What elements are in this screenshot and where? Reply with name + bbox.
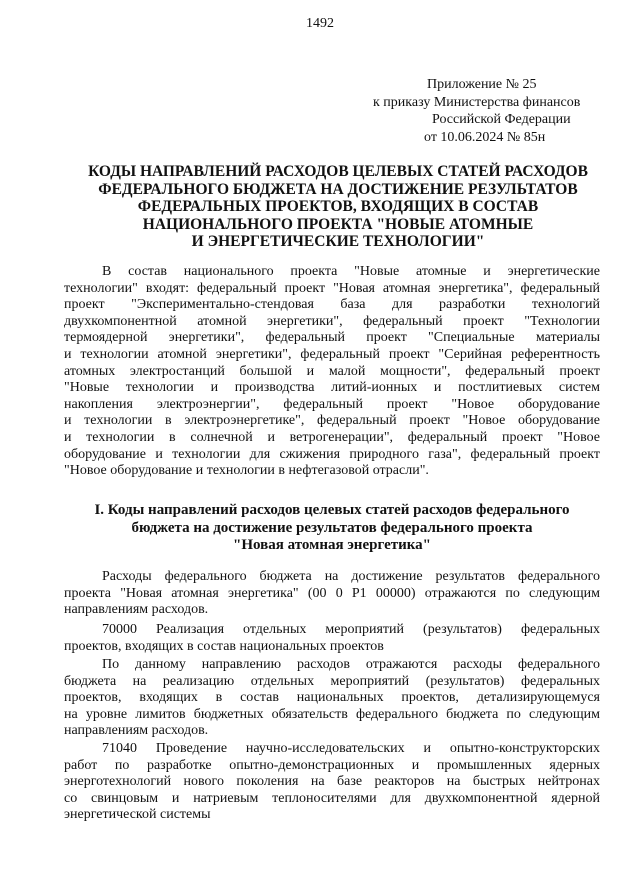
text-line: Расходы федерального бюджета на достижение результатов федерального	[102, 569, 600, 584]
code-71040-paragraph	[64, 741, 600, 824]
text-line: со свинцовым и натриевым теплоносителями для двухкомпонентной ядерной	[64, 790, 600, 806]
text-line: "Новое оборудование и технологии в нефтегазовой отрасли".	[64, 463, 429, 479]
text-line: 71040 Проведение научно-исследовательских и опытно-конструкторских	[102, 741, 600, 756]
text-line: термоядерной энергетики", федеральный проект "Специальные материалы	[64, 330, 600, 346]
text-line: В состав национального проекта "Новые атомные и энергетические	[102, 264, 600, 279]
text-line: бюджета на реализацию отдельных мероприятий (результатов) федеральных	[64, 673, 600, 689]
title-line: ФЕДЕРАЛЬНЫХ ПРОЕКТОВ, ВХОДЯЩИХ В СОСТАВ	[137, 198, 539, 215]
text-line: накопления электроэнергии", федеральный проект "Новое оборудование	[64, 396, 600, 412]
text-line: энерготехнологий нового поколения на базе реакторов на быстрых нейтронах	[64, 774, 600, 790]
text-line: оборудование и технологии для сжижения природного газа", федеральный проект	[64, 446, 600, 462]
section-heading-line: бюджета на достижение результатов федерального проекта	[131, 519, 533, 536]
text-line: и технологии в электроэнергетике", федеральный проект "Новое оборудование	[64, 413, 600, 429]
title-line: И ЭНЕРГЕТИЧЕСКИЕ ТЕХНОЛОГИИ"	[191, 233, 485, 250]
direction-description-paragraph	[64, 657, 600, 740]
appendix-number: Приложение № 25	[427, 77, 537, 92]
text-line: технологии" входят: федеральный проект "Новая атомная энергетика", федеральный	[64, 280, 600, 296]
appendix-date: от 10.06.2024 № 85н	[424, 129, 546, 145]
intro-paragraph	[64, 264, 600, 480]
text-line: проект "Экспериментально-стендовая база для разработки технологий	[64, 297, 600, 313]
text-line: направлениям расходов.	[64, 723, 209, 739]
text-line: "Новые технологии и производства литий-ионных и постлитиевых систем	[64, 380, 600, 396]
section-heading	[64, 502, 600, 555]
text-line: двухкомпонентной атомной энергетики", федеральный проект "Технологии	[64, 313, 600, 329]
text-line: атомных электростанций большой и малой мощности", федеральный проект	[64, 363, 600, 379]
page-number: 1492	[306, 16, 334, 31]
title-line: ФЕДЕРАЛЬНОГО БЮДЖЕТА НА ДОСТИЖЕНИЕ РЕЗУЛЬТАТОВ	[98, 180, 578, 198]
text-line: По данному направлению расходов отражаются расходы федерального	[102, 657, 600, 672]
text-line: и технологии атомной энергетики", федеральный проект "Серийная референтность	[64, 346, 600, 362]
text-line: направлениям расходов.	[64, 602, 209, 618]
text-line: 70000 Реализация отдельных мероприятий (результатов) федеральных	[102, 622, 600, 637]
section-heading-line: I. Коды направлений расходов целевых статей расходов федерального	[94, 502, 570, 518]
text-line: проекта "Новая атомная энергетика" (00 0 Р1 00000) отражаются по следующим	[64, 585, 600, 601]
text-line: и технологии в солнечной и ветрогенерации", федеральный проект "Новое	[64, 429, 600, 445]
appendix-header	[352, 76, 612, 146]
appendix-country: Российской Федерации	[432, 112, 571, 127]
text-line: работ по разработке опытно-демонстрационных и промышленных ядерных	[64, 757, 600, 773]
code-70000-paragraph	[64, 622, 600, 655]
text-line: на уровне лимитов бюджетных обязательств федерального бюджета по следующим	[64, 706, 600, 722]
title-line: КОДЫ НАПРАВЛЕНИЙ РАСХОДОВ ЦЕЛЕВЫХ СТАТЕЙ РАСХОДОВ	[88, 163, 588, 180]
expenses-paragraph	[64, 569, 600, 619]
section-heading-line: "Новая атомная энергетика"	[233, 537, 431, 553]
text-line: проектов, входящих в состав национальных проектов, детализирующемуся	[64, 690, 600, 706]
text-line: проектов, входящих в состав национальных проектов	[64, 638, 384, 654]
document-title	[60, 163, 616, 251]
title-line: НАЦИОНАЛЬНОГО ПРОЕКТА "НОВЫЕ АТОМНЫЕ	[142, 215, 534, 233]
appendix-order-ref: к приказу Министерства финансов	[373, 94, 581, 110]
text-line: энергетической системы	[64, 807, 211, 823]
